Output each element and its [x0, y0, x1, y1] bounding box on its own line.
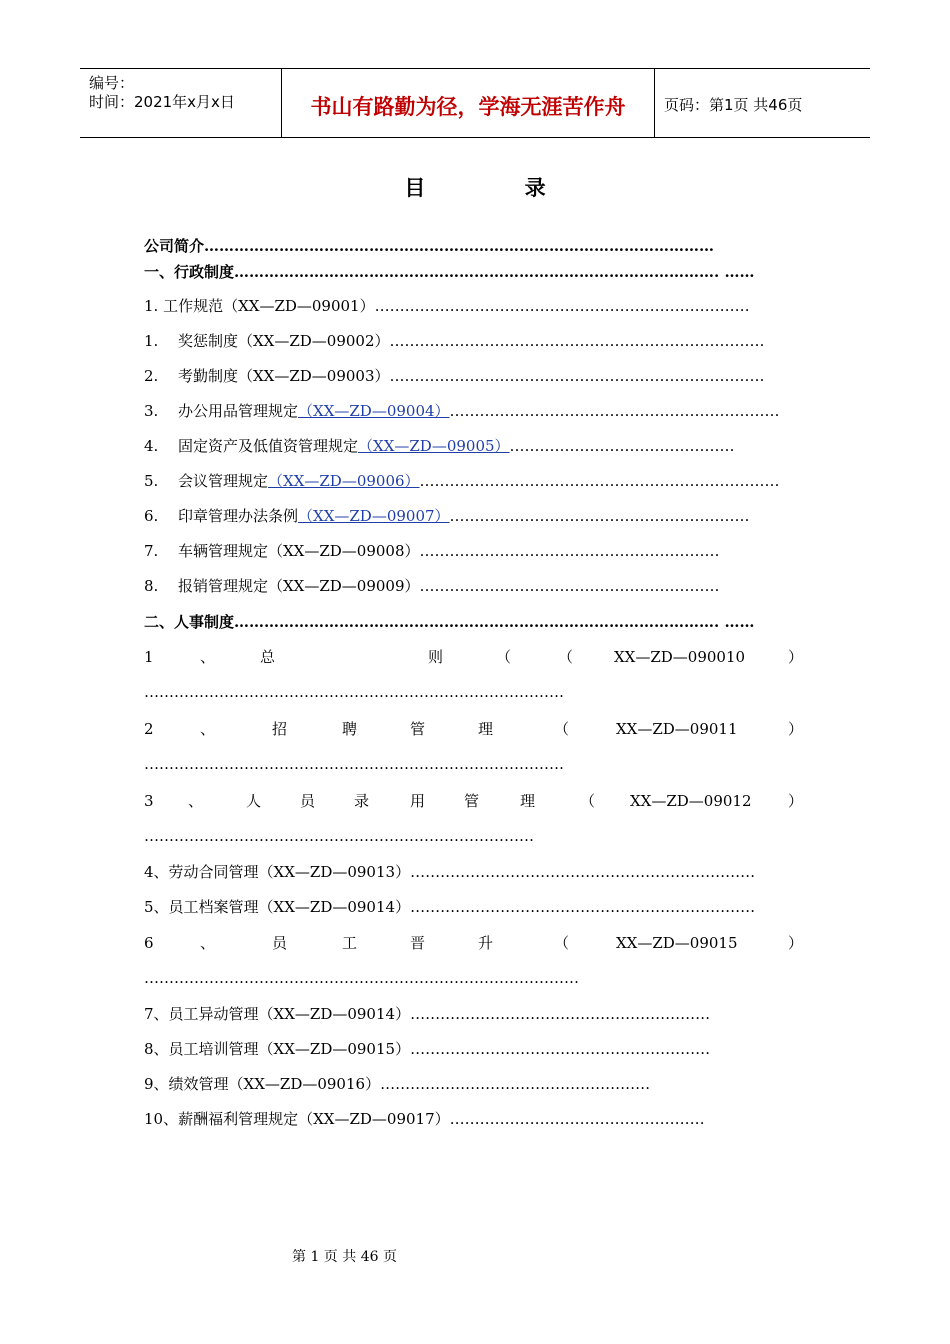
toc-leader-dots: …………………………………………………… — [419, 542, 720, 560]
toc-leader-dots: …………………………………………………… — [449, 507, 750, 525]
toc-entry-hr-training[interactable] — [144, 1039, 710, 1059]
toc-entry-char: 人 — [246, 792, 262, 810]
toc-entry-hr-archive[interactable] — [144, 897, 755, 917]
toc-entry-hr-transfer[interactable] — [144, 1004, 710, 1024]
toc-leader-dots: ………………………………………………………………… — [389, 367, 765, 385]
toc-entry-char: 总 — [260, 648, 276, 666]
toc-entry-label: 办公用品管理规定 — [178, 402, 299, 420]
toc-entry-work-rules[interactable] — [144, 296, 750, 316]
toc-leader-dots: …………………………………………………… — [419, 577, 720, 595]
toc-entry-paren: （ — [580, 792, 596, 810]
toc-entry-label: 报销管理规定（XX—ZD—09009） — [178, 577, 420, 595]
toc-entry-char: 管 — [464, 792, 480, 810]
toc-section-admin[interactable] — [144, 262, 754, 282]
toc-entry-paren: （ — [558, 648, 574, 666]
toc-entry[interactable] — [144, 576, 720, 596]
toc-entry-char: 则 — [428, 648, 444, 666]
toc-entry-number: 1. — [144, 332, 159, 350]
toc-leader-dots: ……………………………………………………………… — [419, 472, 780, 490]
toc-leader-dots: ……………………………………………… — [380, 1075, 651, 1093]
toc-leader-dots: …………………………………………… — [449, 1110, 705, 1128]
toc-entry-char: 录 — [354, 792, 370, 810]
toc-leader-dots: ………………………………………………………………… — [374, 297, 750, 315]
toc-entry-code: XX—ZD—09015 — [616, 934, 738, 952]
document-time-label: 时间：2021年x月x日 — [89, 93, 235, 111]
toc-entry[interactable] — [144, 506, 750, 526]
toc-leader-line — [144, 754, 564, 774]
document-number-label: 编号： — [89, 74, 135, 92]
toc-entry-hr-contract[interactable] — [144, 862, 755, 882]
toc-entry-paren: ） — [788, 792, 804, 810]
toc-leader-line — [144, 826, 534, 846]
toc-leader-dots: ……………………………………………………………………………………. …… — [234, 263, 755, 281]
page-header — [80, 68, 870, 138]
toc-leader-line — [144, 682, 564, 702]
toc-entry[interactable] — [144, 401, 780, 421]
toc-entry-number: 6 — [144, 934, 154, 952]
toc-entry-hr-performance[interactable] — [144, 1074, 650, 1094]
toc-entry-separator: 、 — [188, 792, 204, 810]
toc-entry-link[interactable]: （XX—ZD—09007） — [298, 507, 450, 525]
header-motto: 书山有路勤为径，学海无涯苦作舟 — [310, 94, 626, 119]
toc-entry-label: 印章管理办法条例 — [178, 507, 299, 525]
toc-entry-code: XX—ZD—090010 — [614, 648, 746, 666]
toc-entry-char: 理 — [520, 792, 536, 810]
toc-leader-dots: …………………………………………………………………………… — [144, 969, 579, 987]
toc-leader-dots: …………………………………………………… — [410, 1040, 711, 1058]
toc-entry-link[interactable]: （XX—ZD—09004） — [298, 402, 450, 420]
toc-entry-number: 4. — [144, 437, 159, 455]
header-page-number: 页码：第1页 共46页 — [664, 96, 803, 114]
toc-entry-char: 员 — [300, 792, 316, 810]
toc-section-hr[interactable] — [144, 612, 754, 632]
toc-entry-char: 招 — [272, 720, 288, 738]
toc-entry-number: 3 — [144, 792, 154, 810]
toc-leader-dots: ………………………………………………………………………… — [144, 755, 564, 773]
toc-entry-intro[interactable] — [144, 236, 714, 256]
toc-entry-char: 用 — [410, 792, 426, 810]
toc-leader-dots: …………………………………………………… — [410, 1005, 711, 1023]
toc-leader-dots: ………………………………………………………… — [449, 402, 780, 420]
toc-entry-paren: ） — [788, 934, 804, 952]
toc-entry-link[interactable]: （XX—ZD—09006） — [268, 472, 420, 490]
toc-entry-char: 聘 — [342, 720, 358, 738]
toc-entry-number: 5. — [144, 472, 159, 490]
toc-entry-char: 管 — [410, 720, 426, 738]
toc-entry-separator: 、 — [200, 648, 216, 666]
toc-entry-number: 1 — [144, 648, 154, 666]
toc-section-label: 一、行政制度 — [144, 263, 235, 281]
toc-entry-label: 10、薪酬福利管理规定（XX—ZD—09017） — [144, 1110, 450, 1128]
toc-entry-label: 会议管理规定 — [178, 472, 269, 490]
toc-entry-code: XX—ZD—09012 — [630, 792, 752, 810]
toc-entry-char: 工 — [342, 934, 358, 952]
toc-leader-dots: ………………………………………………………………………… — [144, 683, 564, 701]
toc-entry-paren: （ — [554, 720, 570, 738]
toc-entry[interactable] — [144, 541, 720, 561]
toc-entry-number: 2. — [144, 367, 159, 385]
toc-entry-label: 4、劳动合同管理（XX—ZD—09013） — [144, 863, 411, 881]
toc-entry[interactable] — [144, 436, 735, 456]
toc-entry-label: 考勤制度（XX—ZD—09003） — [178, 367, 390, 385]
toc-entry-char: 升 — [478, 934, 494, 952]
toc-entry-char: 晋 — [410, 934, 426, 952]
toc-leader-dots: ………………………………………………………………… — [389, 332, 765, 350]
toc-entry-number: 2 — [144, 720, 154, 738]
toc-leader-dots: …………………………………………………………… — [410, 898, 756, 916]
toc-leader-dots: ……………………………………… — [509, 437, 735, 455]
toc-leader-line — [144, 968, 579, 988]
toc-entry-separator: 、 — [200, 720, 216, 738]
toc-entry-label: 固定资产及低值资管理规定 — [178, 437, 359, 455]
toc-entry[interactable] — [144, 331, 765, 351]
toc-entry-number: 6. — [144, 507, 159, 525]
toc-entry-paren: ） — [788, 720, 804, 738]
toc-entry-label: 5、员工档案管理（XX—ZD—09014） — [144, 898, 411, 916]
toc-leader-dots: …………………………………………………………… — [410, 863, 756, 881]
toc-entry-label: 车辆管理规定（XX—ZD—09008） — [178, 542, 420, 560]
toc-entry-number: 7. — [144, 542, 159, 560]
toc-entry-code: XX—ZD—09011 — [616, 720, 738, 738]
toc-entry-link[interactable]: （XX—ZD—09005） — [358, 437, 510, 455]
toc-entry[interactable] — [144, 471, 780, 491]
toc-leader-dots: ……………………………………………………………………………………. …… — [234, 613, 755, 631]
toc-leader-dots: ………………………………………………………………………………………… — [204, 237, 715, 255]
toc-entry[interactable] — [144, 366, 765, 386]
toc-entry-separator: 、 — [200, 934, 216, 952]
toc-entry-label: 9、绩效管理（XX—ZD—09016） — [144, 1075, 381, 1093]
toc-entry-label: 8、员工培训管理（XX—ZD—09015） — [144, 1040, 411, 1058]
toc-entry-number: 3. — [144, 402, 159, 420]
toc-entry-char: 理 — [478, 720, 494, 738]
toc-title: 目 录 — [404, 175, 592, 200]
toc-entry-paren: （ — [554, 934, 570, 952]
toc-entry-label: 7、员工异动管理（XX—ZD—09014） — [144, 1005, 411, 1023]
toc-entry-number: 8. — [144, 577, 159, 595]
toc-entry-hr-salary[interactable] — [144, 1109, 705, 1129]
header-page-cell — [655, 69, 870, 137]
toc-entry-label: 1. 工作规范（XX—ZD—09001） — [144, 297, 375, 315]
header-meta-cell — [80, 69, 282, 137]
toc-entry-label: 公司简介 — [144, 237, 205, 255]
header-motto-cell — [282, 69, 655, 137]
toc-entry-paren: （ — [496, 648, 512, 666]
toc-leader-dots: …………………………………………………………………… — [144, 827, 534, 845]
toc-entry-char: 员 — [272, 934, 288, 952]
toc-entry-label: 奖惩制度（XX—ZD—09002） — [178, 332, 390, 350]
page-footer: 第 1 页 共 46 页 — [292, 1249, 397, 1265]
toc-section-label: 二、人事制度 — [144, 613, 235, 631]
toc-entry-paren: ） — [788, 648, 804, 666]
